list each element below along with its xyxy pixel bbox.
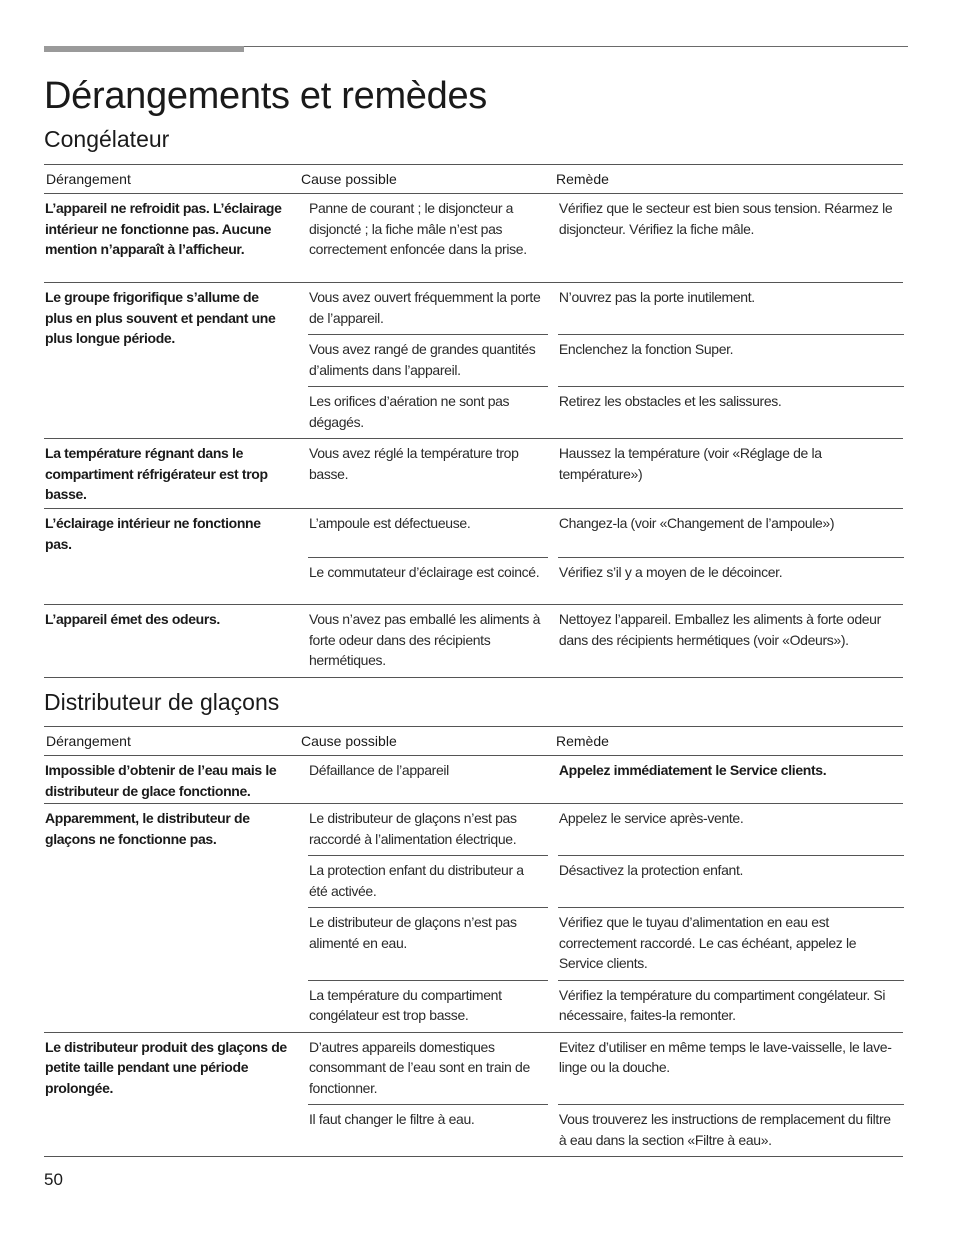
remedy-cell: Désactivez la protection enfant. — [558, 855, 904, 907]
cause-cell: La protection enfant du distributeur a été activée. — [308, 855, 548, 907]
problem-cell: L’appareil émet des odeurs. — [45, 611, 220, 627]
table-row-group — [44, 194, 903, 283]
table-body — [44, 194, 903, 678]
table-row — [298, 980, 904, 1032]
remedy-cell: Vérifiez s’il y a moyen de le décoincer. — [558, 557, 904, 604]
table-row — [298, 334, 904, 386]
cause-cell: Il faut changer le filtre à eau. — [308, 1104, 548, 1156]
table-header — [44, 165, 903, 194]
troubleshooting-table-freezer — [44, 164, 903, 678]
cause-cell: Vous n’avez pas emballé les aliments à forte odeur dans des récipients hermétiques. — [309, 611, 541, 668]
table-row — [298, 283, 904, 334]
page-title: Dérangements et remèdes — [44, 75, 487, 117]
remedy-cell: Vérifiez que le tuyau d’alimentation en eau est correctement raccordé. Le cas échéant, appelez le Service clients. — [558, 907, 904, 980]
page-number: 50 — [44, 1170, 63, 1189]
table-row-group — [44, 756, 903, 804]
column-header-remedy: Remède — [556, 733, 609, 749]
section-heading-ice-dispenser: Distributeur de glaçons — [44, 689, 280, 715]
table-row-group — [44, 605, 903, 678]
remedy-cell: Evitez d’utiliser en même temps le lave-vaisselle, le lave-linge ou la douche. — [558, 1038, 892, 1075]
top-accent-bar — [44, 46, 244, 52]
section-heading-freezer: Congélateur — [44, 126, 170, 152]
cause-cell: Vous avez ouvert fréquemment la porte de l’appareil. — [309, 289, 541, 326]
table-row-group — [44, 804, 903, 1033]
table-row — [298, 439, 904, 508]
table-row — [298, 1104, 904, 1156]
remedy-cell: Vous trouverez les instructions de remplacement du filtre à eau dans la section «Filtre à eau». — [558, 1104, 904, 1156]
cause-cell: Panne de courant ; le disjoncteur a disjoncté ; la fiche mâle n’est pas correctement enfoncée dans la prise. — [309, 200, 527, 257]
column-header-problem: Dérangement — [46, 171, 131, 187]
table-row — [298, 557, 904, 604]
column-header-problem: Dérangement — [46, 733, 131, 749]
remedy-cell: Changez-la (voir «Changement de l’ampoule») — [558, 515, 835, 531]
table-row-group — [44, 439, 903, 509]
table-body — [44, 756, 903, 1157]
table-row — [298, 804, 904, 855]
remedy-cell: Vérifiez que le secteur est bien sous tension. Réarmez le disjoncteur. Vérifiez la fiche mâle. — [558, 200, 893, 237]
remedy-cell: Enclenchez la fonction Super. — [558, 334, 904, 386]
problem-cell: La température régnant dans le compartiment réfrigérateur est trop basse. — [45, 445, 268, 502]
remedy-cell: N’ouvrez pas la porte inutilement. — [558, 289, 755, 305]
cause-cell: Vous avez rangé de grandes quantités d’aliments dans l’appareil. — [308, 334, 548, 386]
cause-cell: Le distributeur de glaçons n’est pas alimenté en eau. — [308, 907, 548, 980]
table-row — [298, 605, 904, 677]
problem-cell: Le groupe frigorifique s’allume de plus en plus souvent et pendant une plus longue période. — [45, 289, 276, 346]
problem-cell: Impossible d’obtenir de l’eau mais le distributeur de glace fonctionne. — [45, 762, 277, 799]
remedy-cell: Appelez immédiatement le Service clients. — [558, 762, 827, 778]
table-row — [298, 194, 904, 282]
remedy-cell: Haussez la température (voir «Réglage de la température») — [558, 445, 822, 482]
cause-cell: Le commutateur d’éclairage est coincé. — [308, 557, 548, 604]
table-row-group — [44, 509, 903, 605]
cause-cell: Le distributeur de glaçons n’est pas raccordé à l’alimentation électrique. — [309, 810, 517, 847]
column-header-remedy: Remède — [556, 171, 609, 187]
table-row — [298, 907, 904, 980]
problem-cell: L’appareil ne refroidit pas. L’éclairage intérieur ne fonctionne pas. Aucune mention n’apparaît à l’afficheur. — [45, 200, 282, 257]
table-row — [298, 855, 904, 907]
remedy-cell: Vérifiez la température du compartiment congélateur. Si nécessaire, faites-la remonter. — [558, 980, 904, 1032]
table-row — [298, 386, 904, 438]
cause-cell: L’ampoule est défectueuse. — [309, 515, 471, 531]
problem-cell: Le distributeur produit des glaçons de petite taille pendant une période prolongée. — [45, 1038, 287, 1096]
table-row — [298, 756, 904, 803]
table-header — [44, 727, 903, 756]
cause-cell: D’autres appareils domestiques consommant de l’eau sont en train de fonctionner. — [309, 1038, 530, 1096]
column-header-cause: Cause possible — [301, 171, 397, 187]
problem-cell: L’éclairage intérieur ne fonctionne pas. — [45, 515, 261, 552]
column-header-cause: Cause possible — [301, 733, 397, 749]
cause-cell: Les orifices d’aération ne sont pas dégagés. — [308, 386, 548, 438]
table-row-group — [44, 283, 903, 439]
remedy-cell: Retirez les obstacles et les salissures. — [558, 386, 904, 438]
remedy-cell: Nettoyez l’appareil. Emballez les aliments à forte odeur dans des récipients hermétiques (voir «Odeurs»). — [558, 611, 881, 648]
table-row — [298, 1033, 904, 1105]
remedy-cell: Appelez le service après-vente. — [558, 810, 744, 826]
problem-cell: Apparemment, le distributeur de glaçons ne fonctionne pas. — [45, 810, 250, 847]
cause-cell: Vous avez réglé la température trop basse. — [309, 445, 519, 482]
cause-cell: Défaillance de l’appareil — [309, 762, 449, 778]
table-row-group — [44, 1033, 903, 1158]
table-row — [298, 509, 904, 557]
troubleshooting-table-ice-dispenser — [44, 726, 903, 1157]
cause-cell: La température du compartiment congélateur est trop basse. — [308, 980, 548, 1032]
